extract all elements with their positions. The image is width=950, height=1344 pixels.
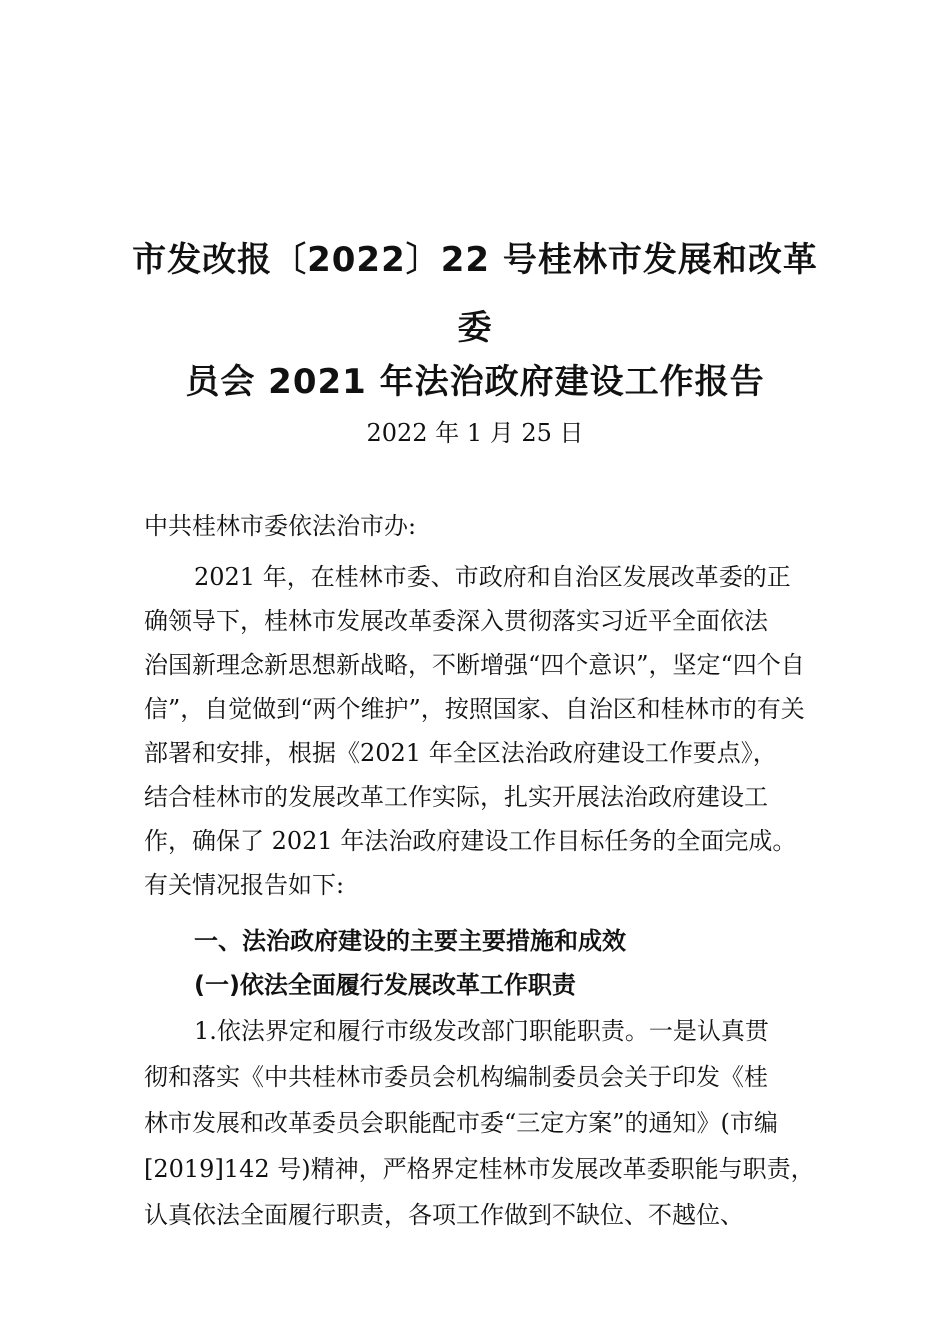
paragraph-line: 确领导下，桂林市发展改革委深入贯彻落实习近平全面依法 xyxy=(144,607,768,635)
document-title-line-2: 委 xyxy=(457,308,493,348)
paragraph-line: 2021 年，在桂林市委、市政府和自治区发展改革委的正 xyxy=(194,563,791,591)
paragraph-line: 认真依法全面履行职责，各项工作做到不缺位、不越位、 xyxy=(144,1201,744,1229)
document-title-line-1: 市发改报〔2022〕22 号桂林市发展和改革 xyxy=(132,240,818,280)
paragraph-line: 结合桂林市的发展改革工作实际，扎实开展法治政府建设工 xyxy=(144,783,768,811)
subsection-heading: (一)依法全面履行发展改革工作职责 xyxy=(194,971,576,999)
paragraph-line: 作，确保了 2021 年法治政府建设工作目标任务的全面完成。 xyxy=(144,827,797,855)
paragraph-line: 部署和安排，根据《2021 年全区法治政府建设工作要点》， xyxy=(144,739,777,767)
paragraph-line: 1.依法界定和履行市级发改部门职能职责。一是认真贯 xyxy=(194,1017,769,1045)
document-title-line-3: 员会 2021 年法治政府建设工作报告 xyxy=(185,362,765,402)
paragraph-line: [2019]142 号)精神，严格界定桂林市发展改革委职能与职责， xyxy=(144,1155,815,1183)
document-date: 2022 年 1 月 25 日 xyxy=(366,419,584,447)
recipient-line: 中共桂林市委依法治市办: xyxy=(144,512,417,540)
paragraph-line: 信”，自觉做到“两个维护”，按照国家、自治区和桂林市的有关 xyxy=(144,695,805,723)
paragraph-line: 治国新理念新思想新战略，不断增强“四个意识”，坚定“四个自 xyxy=(144,651,805,679)
paragraph-line: 有关情况报告如下: xyxy=(144,871,345,899)
paragraph-line: 林市发展和改革委员会职能配市委“三定方案”的通知》(市编 xyxy=(144,1109,778,1137)
section-heading: 一、法治政府建设的主要主要措施和成效 xyxy=(194,927,626,955)
paragraph-line: 彻和落实《中共桂林市委员会机构编制委员会关于印发《桂 xyxy=(144,1063,768,1091)
